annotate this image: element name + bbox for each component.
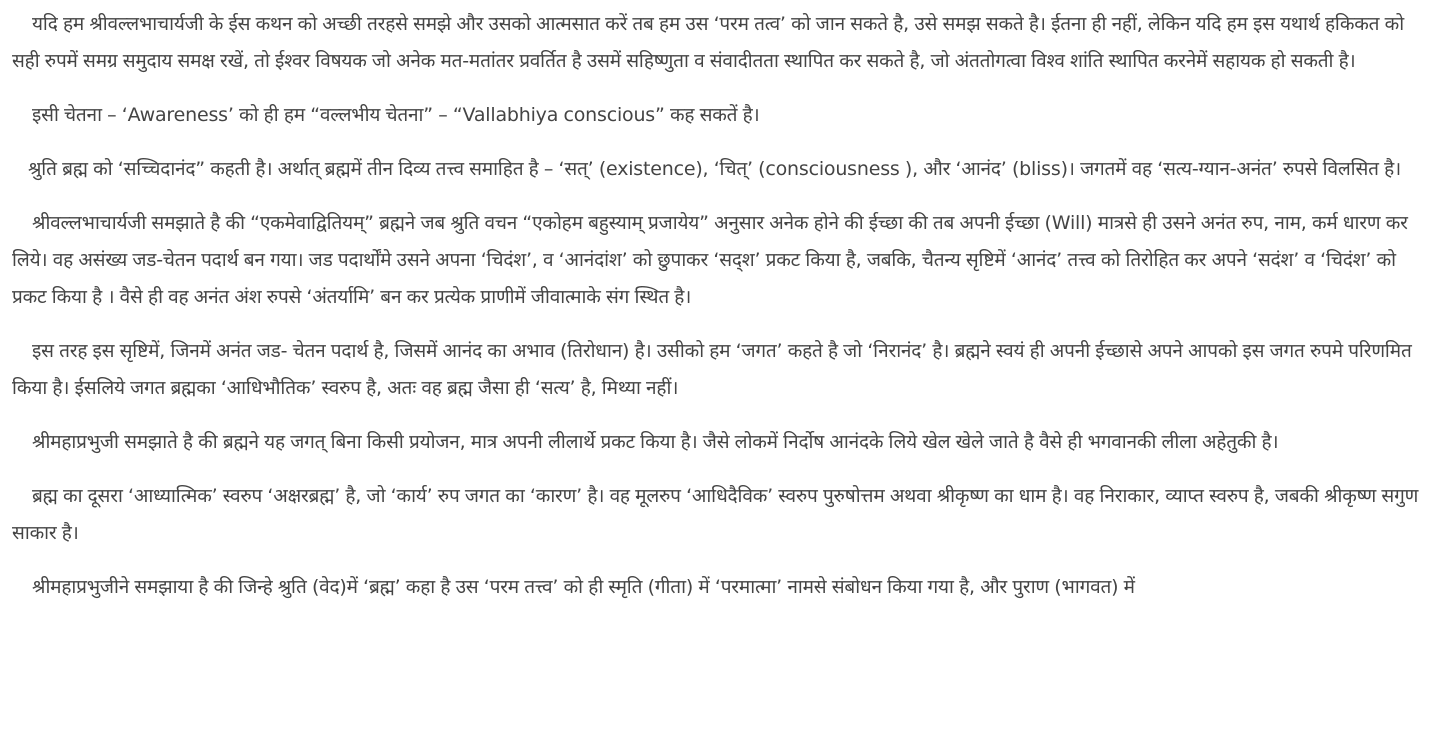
paragraph-3: श्रुति ब्रह्म को ‘सच्चिदानंद” कहती है। अर्थात् ब्रह्ममें तीन दिव्य तत्त्व समाहित है – ‘सत्’ (existence), ‘चित्’ (consciousness ), और ‘आनंद’ (bliss)। जगतमें वह ‘सत्य-ग्यान-अनंत’ रुपसे विलसित है। [28, 158, 1401, 180]
paragraph-6: श्रीमहाप्रभुजी समझाते है की ब्रह्मने यह जगत् बिना किसी प्रयोजन, मात्र अपनी लीलार्थे प्रकट किया है। जैसे लोकमें निर्दोष आनंदके लिये खेल खेले जाते है वैसे ही भगवानकी लीला अहेतुकी है। [32, 431, 1279, 453]
paragraph-1: यदि हम श्रीवल्लभाचार्यजी के ईस कथन को अच्छी तरहसे समझे और उसको आत्मसात करें तब हम उस ‘परम तत्व’ को जान सकते है, उसे समझ सकते है। ईतना ही नहीं, लेकिन यदि हम इस यथार्थ हकिकत को सही रुपमें समग्र समुदाय समक्ष रखें, तो ईश्वर विषयक जो अनेक मत-मतांतर प्रवर्तित है उसमें सहिष्णुता व संवादीतता स्थापित कर सकते है, जो अंततोगत्वा विश्व शांति स्थापित करनेमें सहायक हो सकती है। [12, 13, 1404, 72]
paragraph-2: इसी चेतना – ‘Awareness’ को ही हम “वल्लभीय चेतना” – “Vallabhiya conscious” कह सकतें है। [32, 104, 760, 126]
paragraph-4: श्रीवल्लभाचार्यजी समझाते है की “एकमेवाद्वितियम्” ब्रह्मने जब श्रुति वचन “एकोहम बहुस्याम् प्रजायेय” अनुसार अनेक होने की ईच्छा की तब अपनी ईच्छा (Will) मात्रसे ही उसने अनंत रुप, नाम, कर्म धारण कर लिये। वह असंख्य जड-चेतन पदार्थ बन गया। जड पदार्थोंमे उसने अपना ‘चिदंश’, व ‘आनंदांश’ को छुपाकर ‘सद्श’ प्रकट किया है, जबकि, चैतन्य सृष्टिमें ‘आनंद’ तत्त्व को तिरोहित कर अपने ‘सदंश’ व ‘चिदंश’ को प्रकट किया है । वैसे ही वह अनंत अंश रुपसे ‘अंतर्यामि’ बन कर प्रत्येक प्राणीमें जीवात्माके संग स्थित है। [12, 212, 1408, 308]
paragraph-8: श्रीमहाप्रभुजीने समझाया है की जिन्हे श्रुति (वेद)में ‘ब्रह्म’ कहा है उस ‘परम तत्त्व’ को ही स्मृति (गीता) में ‘परमात्मा’ नामसे संबोधन किया गया है, और पुराण (भागवत) में [32, 576, 1135, 598]
paragraph-5: इस तरह इस सृष्टिमें, जिनमें अनंत जड- चेतन पदार्थ है, जिसमें आनंद का अभाव (तिरोधान) है। उसीको हम ‘जगत’ कहते है जो ‘निरानंद’ है। ब्रह्मने स्वयं ही अपनी ईच्छासे अपने आपको इस जगत रुपमे परिणमित किया है। ईसलिये जगत ब्रह्मका ‘आधिभौतिक’ स्वरुप है, अतः वह ब्रह्म जैसा ही ‘सत्य’ है, मिथ्या नहीं। [12, 340, 1412, 399]
paragraph-7: ब्रह्म का दूसरा ‘आध्यात्मिक’ स्वरुप ‘अक्षरब्रह्म’ है, जो ‘कार्य’ रुप जगत का ‘कारण’ है। वह मूलरुप ‘आधिदैविक’ स्वरुप पुरुषोत्तम अथवा श्रीकृष्ण का धाम है। वह निराकार, व्याप्त स्वरुप है, जबकी श्रीकृष्ण सगुण साकार है। [12, 485, 1419, 544]
